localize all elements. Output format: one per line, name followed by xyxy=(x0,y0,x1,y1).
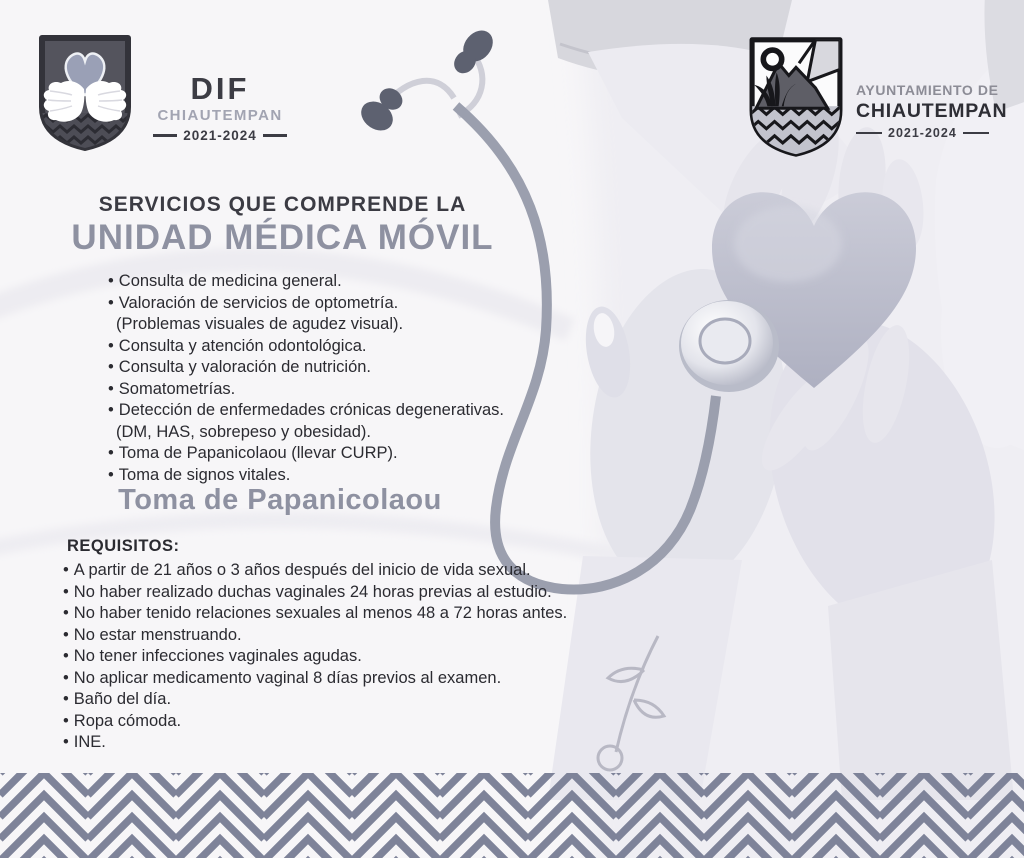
ayuntamiento-logo-text xyxy=(856,82,1007,140)
bullet: • xyxy=(63,561,69,579)
requisitos-list xyxy=(63,560,567,754)
requisito-item xyxy=(63,689,567,711)
ayuntamiento-logo-line1: AYUNTAMIENTO DE xyxy=(856,82,999,98)
dash-right xyxy=(263,134,287,137)
bullet: • xyxy=(63,711,69,730)
service-note: (Problemas visuales de agudez visual). xyxy=(116,315,404,333)
service-item xyxy=(108,465,504,487)
requisito-item xyxy=(63,668,567,690)
bullet: • xyxy=(108,401,114,419)
dif-shield-icon xyxy=(38,34,132,152)
service-text: Somatometrías. xyxy=(118,379,236,398)
service-text: Detección de enfermedades crónicas degenerativas. xyxy=(118,401,505,419)
bullet: • xyxy=(63,733,69,751)
title-kicker: SERVICIOS QUE COMPRENDE LA xyxy=(98,193,467,216)
page-title: UNIDAD MÉDICA MÓVIL xyxy=(71,218,494,257)
bullet: • xyxy=(108,293,114,312)
bullet: • xyxy=(63,625,69,644)
ayuntamiento-logo xyxy=(748,36,1007,158)
service-text: Consulta de medicina general. xyxy=(118,272,342,290)
title-block xyxy=(30,193,535,258)
requisito-text: Ropa cómoda. xyxy=(73,711,182,730)
service-item xyxy=(108,400,504,443)
dif-logo xyxy=(38,34,293,152)
dash-left xyxy=(153,134,177,137)
dif-logo-years: 2021-2024 xyxy=(147,128,293,143)
service-item xyxy=(108,293,504,336)
bullet: • xyxy=(108,379,114,398)
requisito-text: Baño del día. xyxy=(73,690,172,708)
requisito-text: A partir de 21 años o 3 años después del inicio de vida sexual. xyxy=(73,561,531,579)
bullet: • xyxy=(108,465,114,484)
bullet: • xyxy=(108,444,114,462)
requisito-item xyxy=(63,646,567,668)
ayuntamiento-logo-years: 2021-2024 xyxy=(856,126,1007,140)
ayto-sun xyxy=(763,50,781,68)
services-list xyxy=(108,271,504,486)
service-item xyxy=(108,271,504,293)
requisito-text: No aplicar medicamento vaginal 8 días previos al examen. xyxy=(73,668,502,687)
requisito-item xyxy=(63,711,567,733)
service-note: (DM, HAS, sobrepeso y obesidad). xyxy=(116,422,371,441)
requisito-item xyxy=(63,732,567,754)
service-text: Consulta y atención odontológica. xyxy=(118,336,367,355)
requisito-text: INE. xyxy=(73,733,106,751)
bullet: • xyxy=(63,647,69,665)
service-item xyxy=(108,443,504,465)
service-text: Valoración de servicios de optometría. xyxy=(118,293,399,312)
bullet: • xyxy=(63,582,69,601)
bullet: • xyxy=(63,668,69,687)
service-item xyxy=(108,357,504,379)
dif-logo-city: CHIAUTEMPAN xyxy=(157,107,283,124)
bullet: • xyxy=(108,272,114,290)
herringbone-pattern-icon xyxy=(0,773,1024,858)
dif-logo-text xyxy=(147,73,293,143)
requisito-item xyxy=(63,560,567,582)
requisito-item xyxy=(63,603,567,625)
dash-right xyxy=(963,132,989,134)
footer-herringbone-pattern xyxy=(0,773,1024,858)
service-item xyxy=(108,379,504,401)
dash-left xyxy=(856,132,882,134)
requisito-text: No tener infecciones vaginales agudas. xyxy=(73,647,362,665)
requisito-text: No haber tenido relaciones sexuales al menos 48 a 72 horas antes. xyxy=(73,604,568,622)
requisito-item xyxy=(63,625,567,647)
dif-logo-name: DIF xyxy=(190,71,250,106)
service-item xyxy=(108,336,504,358)
service-text: Toma de signos vitales. xyxy=(118,465,291,484)
ayuntamiento-shield-icon xyxy=(748,36,844,158)
bullet: • xyxy=(63,690,69,708)
bullet: • xyxy=(108,336,114,355)
bullet: • xyxy=(63,604,69,622)
requisito-text: No haber realizado duchas vaginales 24 horas previas al estudio. xyxy=(73,582,552,601)
requisito-item xyxy=(63,582,567,604)
requisito-text: No estar menstruando. xyxy=(73,625,242,644)
bullet: • xyxy=(108,358,114,376)
requisitos-label: REQUISITOS: xyxy=(67,537,180,555)
papanicolaou-heading: Toma de Papanicolaou xyxy=(118,484,442,516)
service-text: Toma de Papanicolaou (llevar CURP). xyxy=(118,444,398,462)
ayuntamiento-logo-city: CHIAUTEMPAN xyxy=(856,100,1008,122)
service-text: Consulta y valoración de nutrición. xyxy=(118,358,372,376)
